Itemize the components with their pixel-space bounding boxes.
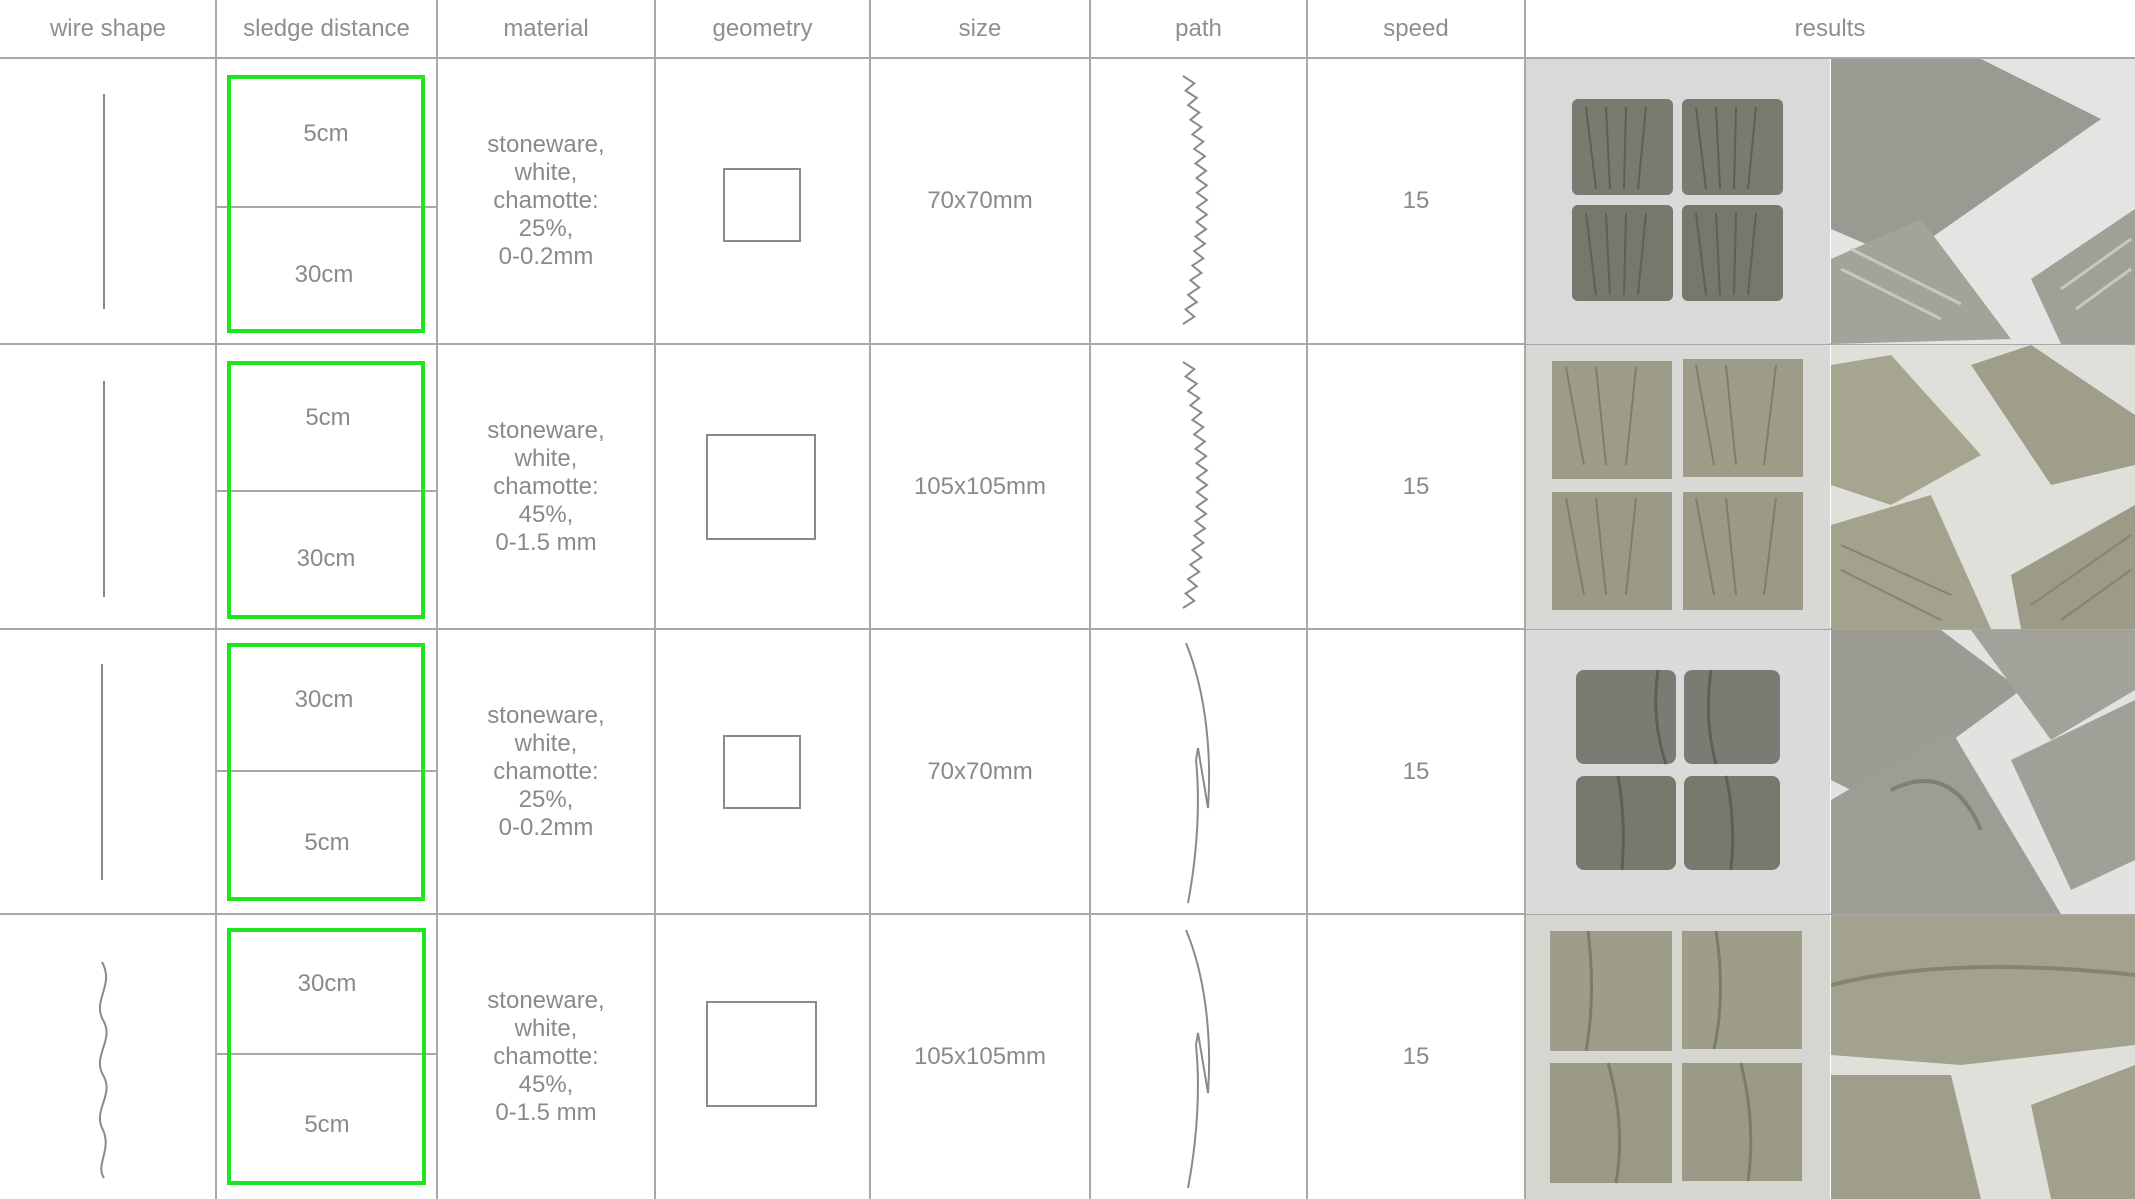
tiles-closeup-image (1831, 345, 2135, 629)
path-coil-line (1183, 76, 1207, 324)
sledge-distance-top: 5cm (305, 404, 351, 431)
result-photo-side (1831, 59, 2135, 344)
result-photo-side (1831, 630, 2135, 914)
tiles-closeup-image (1831, 630, 2135, 914)
material-text: stoneware, white, chamotte: 25%, 0-0.2mm (487, 701, 605, 841)
path-coil-line (1183, 362, 1207, 608)
size-text: 70x70mm (927, 757, 1033, 785)
header-material: material (503, 15, 589, 42)
material-text: stoneware, white, chamotte: 45%, 0-1.5 mm (487, 986, 605, 1126)
geometry-square-icon (724, 736, 800, 808)
wire-wavy-icon (100, 962, 107, 1178)
speed-text: 15 (1402, 187, 1430, 214)
sledge-distance-bottom: 30cm (294, 261, 354, 288)
tiles-closeup-image (1831, 915, 2135, 1199)
tiles-photo-image (1526, 630, 1830, 914)
material-text: stoneware, white, chamotte: 25%, 0-0.2mm (487, 131, 605, 270)
sledge-distance-bottom: 5cm (304, 1111, 350, 1138)
path-zigzag-icon (1186, 643, 1209, 903)
material-text: stoneware, white, chamotte: 45%, 0-1.5 mm (487, 416, 605, 556)
header-results: results (1794, 15, 1866, 42)
tiles-photo-image (1526, 915, 1830, 1199)
tiles-closeup-image (1831, 59, 2135, 344)
tiles-photo-image (1526, 59, 1830, 344)
sledge-distance-bottom: 30cm (296, 545, 356, 572)
speed-text: 15 (1402, 1042, 1430, 1070)
path-zigzag-icon (1186, 930, 1209, 1188)
size-text: 105x105mm (913, 472, 1047, 500)
path-coil-icon (1183, 76, 1207, 324)
sledge-highlight-boxes (229, 77, 424, 1183)
result-photo-top (1526, 915, 1830, 1199)
header-geometry: geometry (712, 15, 813, 42)
result-photo-top (1526, 59, 1830, 344)
header-wire-shape: wire shape (49, 15, 167, 42)
sledge-distance-bottom: 5cm (304, 829, 350, 856)
header-speed: speed (1383, 15, 1449, 42)
geometry-square-icon (707, 1002, 816, 1106)
speed-text: 15 (1402, 757, 1430, 785)
size-text: 105x105mm (913, 1042, 1047, 1070)
result-photo-side (1831, 345, 2135, 629)
header-size: size (958, 15, 1002, 42)
tiles-photo-image (1526, 345, 1830, 629)
size-text: 70x70mm (927, 187, 1033, 214)
speed-text: 15 (1402, 472, 1430, 500)
header-path: path (1175, 15, 1222, 42)
sledge-distance-top: 30cm (294, 686, 354, 713)
sledge-distance-top: 30cm (297, 970, 357, 997)
geometry-square-icon (707, 435, 815, 539)
result-photo-side (1831, 915, 2135, 1199)
path-coil-icon (1183, 362, 1207, 608)
header-sledge-distance: sledge distance (243, 15, 410, 42)
result-photo-top (1526, 345, 1830, 629)
sledge-distance-top: 5cm (303, 120, 349, 147)
result-photo-top (1526, 630, 1830, 914)
geometry-square-icon (724, 169, 800, 241)
